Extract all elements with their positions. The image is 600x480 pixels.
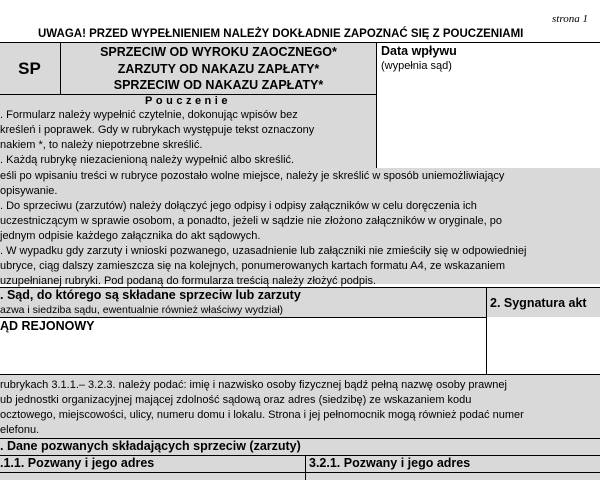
section3-note-a: rubrykach 3.1.1.– 3.2.3. należy podać: imię i nazwisko osoby fizycznej bądź pełną nazwę osoby prawnej <box>0 379 507 391</box>
form-title-2: ZARZUTY OD NAKAZU ZAPŁATY* <box>117 61 320 76</box>
defendant-2-header: 3.2.1. Pozwany i jego adres <box>309 456 471 470</box>
instruction-3a: eśli po wpisaniu treści w rubryce pozostało wolne miejsce, należy je skreślić w sposób uniemożliwiający <box>0 170 505 182</box>
page-number: strona 1 <box>552 13 588 25</box>
instructions-title: Pouczenie <box>145 95 231 107</box>
instruction-5a: . W wypadku gdy zarzuty i wnioski pozwanego, uzasadnienie lub załączniki nie zmieściły się w odpowiedniej <box>0 245 527 257</box>
court-name-field[interactable]: ĄD REJONOWY <box>0 319 95 333</box>
instruction-3b: opisywanie. <box>0 185 58 197</box>
section3-note-c: ocztowego, miejscowości, ulicy, numeru domu i lokalu. Strona i jej pełnomocnik mogą również podać numer <box>0 409 524 421</box>
section1-subtitle: azwa i siedziba sądu, ewentualnie również właściwy wydział) <box>0 304 284 316</box>
instruction-4b: uczestniczącym w sprawie osobom, a ponadto, jeżeli w sądzie nie złożono załączników w oryginale, po <box>0 215 502 227</box>
section3-title: . Dane pozwanych składających sprzeciw (zarzuty) <box>0 439 301 453</box>
divider <box>486 287 487 374</box>
date-received-note: (wypełnia sąd) <box>381 60 452 72</box>
case-number-field[interactable] <box>490 318 600 374</box>
section3-note-b: ub jednostki organizacyjnej mającej zdolność sądową oraz adres (siedzibę) ze wskazaniem kodu <box>0 394 472 406</box>
instruction-4c: jednym odpisie każdego załącznika do akt sądowych. <box>0 230 261 242</box>
divider <box>305 455 306 480</box>
section2-title: 2. Sygnatura akt <box>490 296 587 310</box>
instruction-5b: ubryce, ciąg dalszy zamieszcza się na kolejnych, ponumerowanych kartach formatu A4, ze wskazaniem <box>0 260 506 272</box>
instruction-2: . Każdą rubrykę niezacienioną należy wypełnić albo skreślić. <box>0 154 295 166</box>
divider <box>0 472 600 473</box>
form-title-3: SPRZECIW OD NAKAZU ZAPŁATY* <box>113 78 324 92</box>
section1-title: . Sąd, do którego są składane sprzeciw lub zarzuty <box>0 288 301 302</box>
form-code: SP <box>0 42 61 95</box>
form-title-block <box>60 42 377 95</box>
instruction-1: . Formularz należy wypełnić czytelnie, dokonując wpisów bez <box>0 109 298 121</box>
divider <box>0 374 600 375</box>
defendant-1-header: .1.1. Pozwany i jego adres <box>0 456 155 470</box>
instruction-4a: . Do sprzeciwu (zarzutów) należy dołączyć jego odpisy i odpisy załączników w celu doręczenia ich <box>0 200 477 212</box>
instruction-1b: kreśleń i poprawek. Gdy w rubrykach występuje tekst oznaczony <box>0 124 315 136</box>
instruction-5c: uzupełnianej rubryki. Pod podaną do formularza treścią należy złożyć podpis. <box>0 275 377 287</box>
warning-heading: UWAGA! PRZED WYPEŁNIENIEM NALEŻY DOKŁADNIE ZAPOZNAĆ SIĘ Z POUCZENIAMI <box>38 28 524 40</box>
date-received-label: Data wpływu <box>381 44 457 58</box>
section3-note-d: elefonu. <box>0 424 40 436</box>
divider <box>0 317 486 318</box>
instruction-1c: nakiem *, to należy niepotrzebne skreślić. <box>0 139 203 151</box>
form-title-1: SPRZECIW OD WYROKU ZAOCZNEGO* <box>100 45 337 59</box>
